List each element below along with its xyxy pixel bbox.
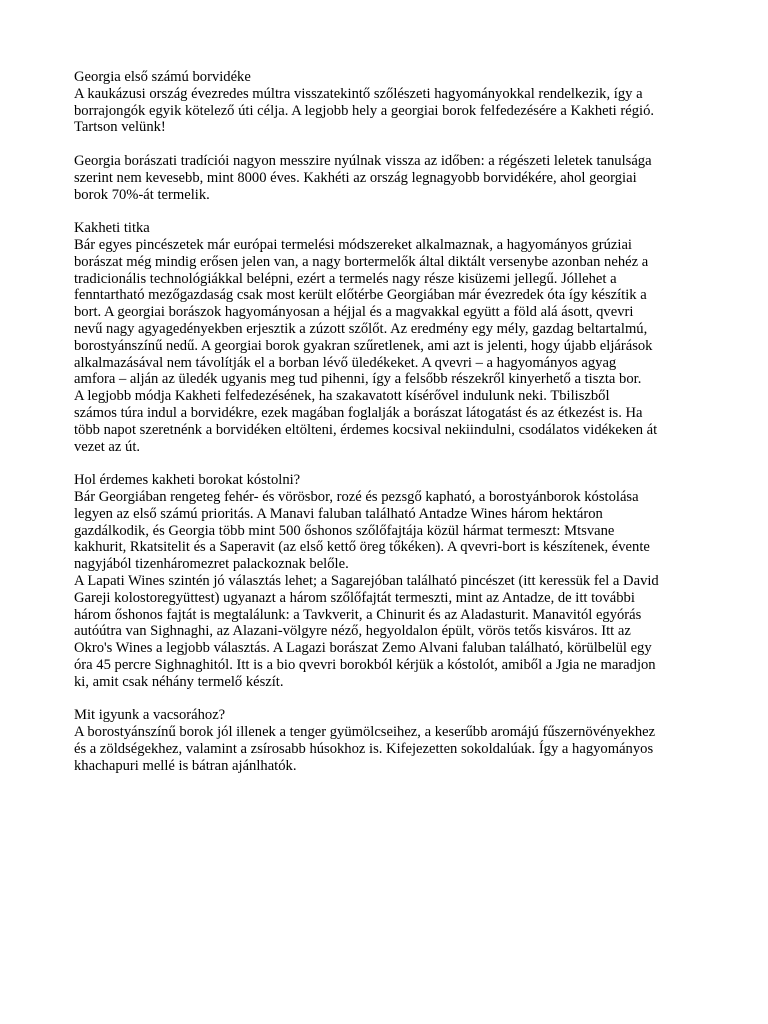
text-line: amfora – alján az üledék ugyanis meg tud pihenni, így a felsőbb részekről kinyerhető a tiszta bor. — [74, 371, 642, 388]
text-line: Tartson velünk! — [74, 119, 166, 136]
text-line: Gareji kolostoregyüttest) ugyanazt a három szőlőfajtát termeszti, mint az Antadze, de itt további — [74, 589, 635, 606]
text-line: A kaukázusi ország évezredes múltra visszatekintő szőlészeti hagyományokkal rendelkezik, így a — [74, 85, 643, 102]
text-line: Okro's Wines a legjobb választás. A Lagazi borászat Zemo Alvani faluban található, körülbelül egy — [74, 640, 652, 657]
text-line: és a zöldségekhez, valamint a zsírosabb húsokhoz is. Kifejezetten sokoldalúak. Így a hagyományos — [74, 740, 654, 757]
text-line-first: Kakheti titka — [74, 220, 150, 237]
text-line-first: Georgia első számú borvidéke — [74, 69, 251, 85]
text-line: fenntartható mezőgazdaság csak most került előtérbe Georgiában már évezredek óta így készítik a — [74, 287, 647, 304]
text-line: A Lapati Wines szintén jó választás lehet; a Sagarejóban található pincészet (itt keressük fel a David — [74, 572, 659, 589]
text-line-first: Georgia borászati tradíciói nagyon messzire nyúlnak vissza az időben: a régészeti leletek tanulsága — [74, 152, 652, 169]
text-line: óra 45 percre Sighnaghitól. Itt is a bio qvevri borokból kérjük a kóstolót, amiből a Jgia ne maradjon — [74, 656, 656, 673]
text-line-first: Mit igyunk a vacsorához? — [74, 707, 226, 724]
text-line: A borostyánszínű borok jól illenek a tenger gyümölcseihez, a keserűbb aromájú fűszernövényekhez — [74, 724, 656, 741]
text-line: borászat még mindig erősen jelen van, a nagy bortermelők által diktált versenybe azonban nehéz a — [74, 253, 649, 270]
text-line: borok 70%-át termelik. — [74, 186, 210, 203]
text-line: számos túra indul a borvidékre, ezek magában foglalják a borászat látogatást és az étkezést is. Ha — [74, 404, 643, 421]
document-section — [74, 472, 698, 690]
document-section — [74, 69, 698, 136]
text-line: Bár Georgiában rengeteg fehér- és vörösbor, rozé és pezsgő kapható, a borostyánborok kóstolása — [74, 488, 639, 505]
text-line: kakhurit, Rkatsitelit és a Saperavit (az első kettő öreg tőkéken). A qvevri-bort is készítenek, évente — [74, 539, 650, 556]
text-line-first: Hol érdemes kakheti borokat kóstolni? — [74, 472, 301, 489]
text-line: nagyjából tizenháromezret palackoznak belőle. — [74, 556, 349, 573]
text-line: szerint nem kevesebb, mint 8000 éves. Kakhéti az ország legnagyobb borvidékére, ahol georgiai — [74, 169, 637, 186]
text-line: A legjobb módja Kakheti felfedezésének, ha szakavatott kísérővel indulunk neki. Tbiliszből — [74, 388, 610, 405]
text-line: vezet az út. — [74, 438, 141, 455]
text-line: khachapuri mellé is bátran ajánlhatók. — [74, 757, 297, 774]
text-line: tradicionális technológiákkal belépni, ezért a termelés nagy része kisüzemi jellegű. Jóllehet a — [74, 270, 617, 287]
text-line: alkalmazásával nem távolítják el a borban lévő üledékeket. A qvevri – a hagyományos agyag — [74, 354, 617, 371]
text-line: három őshonos fajtát is megtalálunk: a Tavkverit, a Chinurit és az Aladasturit. Manavitól egyórás — [74, 606, 642, 623]
text-line: borrajongók egyik kötelező úti célja. A legjobb hely a georgiai borok felfedezésére a Kakheti régió. — [74, 102, 655, 119]
text-line: autóútra van Sighnaghi, az Alazani-völgyre néző, hegyoldalon épült, vörös tetős kisváros. Itt az — [74, 623, 631, 640]
document-section — [74, 153, 698, 203]
text-line: több napot szeretnénk a borvidéken eltölteni, érdemes kocsival nekiindulni, csodálatos vidékeken át — [74, 421, 658, 438]
text-line: legyen az első számú prioritás. A Manavi faluban található Antadze Wines három hektáron — [74, 505, 603, 522]
text-line: bort. A georgiai borászok hagyományosan a héjjal és a magvakkal együtt a föld alá ásott, qvevri — [74, 304, 634, 321]
text-line: borostyánszínű nedű. A georgiai borok gyakran szűretlenek, ami azt is jelenti, hogy újabb eljárások — [74, 337, 653, 354]
text-line: nevű nagy agyagedényekben erjesztik a zúzott szőlőt. Az eredmény egy mély, gazdag beltartalmú, — [74, 320, 648, 337]
document-body — [74, 69, 698, 791]
text-line: Bár egyes pincészetek már európai termelési módszereket alkalmaznak, a hagyományos grúziai — [74, 236, 632, 253]
text-line: gazdálkodik, és Georgia több mint 500 őshonos szőlőfajtája közül hármat termeszt: Mtsvane — [74, 522, 615, 539]
text-line: ki, amit csak néhány termelő készít. — [74, 673, 284, 690]
document-section — [74, 707, 698, 774]
document-section — [74, 220, 698, 455]
